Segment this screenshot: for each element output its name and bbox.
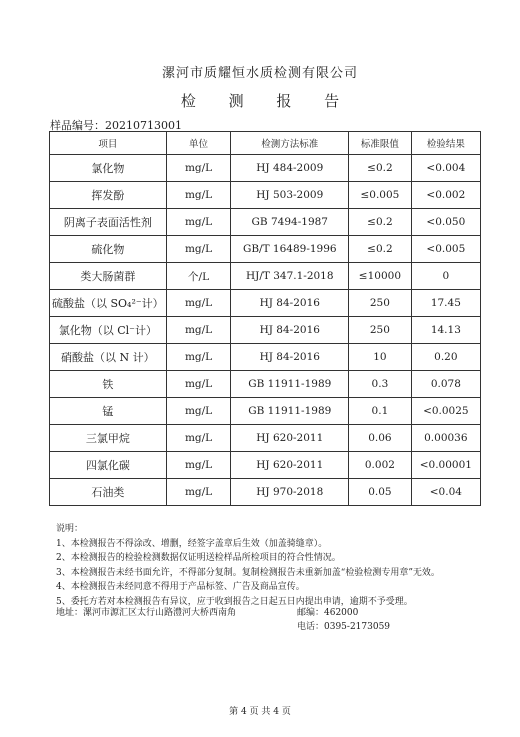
cell-unit: mg/L — [166, 209, 231, 236]
cell-limit: 0.002 — [349, 452, 412, 479]
cell-unit: 个/L — [166, 263, 231, 290]
note-line: 3、本检测报告未经书面允许，不得部分复制。复制检测报告未重新加盖“检验检测专用章”无效。 — [56, 567, 440, 578]
table-header-row — [50, 132, 481, 155]
cell-method: HJ 84-2016 — [231, 344, 349, 371]
cell-unit: mg/L — [166, 371, 231, 398]
cell-method: GB/T 16489-1996 — [231, 236, 349, 263]
cell-result: <0.005 — [411, 236, 480, 263]
table-row — [50, 317, 481, 344]
sample-number: 样品编号：20210713001 — [50, 119, 182, 132]
cell-unit: mg/L — [166, 236, 231, 263]
note-line: 5、委托方若对本检测报告有异议，应于收到报告之日起五日内提出申请，逾期不予受理。 — [56, 596, 413, 607]
cell-item: 氯化物 — [50, 155, 167, 182]
cell-limit: 0.06 — [349, 425, 412, 452]
cell-unit: mg/L — [166, 290, 231, 317]
table-row — [50, 344, 481, 371]
postcode: 邮编：462000 — [297, 608, 359, 618]
cell-result: <0.00001 — [411, 452, 480, 479]
cell-unit: mg/L — [166, 317, 231, 344]
cell-limit: ≤0.2 — [349, 209, 412, 236]
cell-limit: 0.1 — [349, 398, 412, 425]
table-row — [50, 236, 481, 263]
cell-method: HJ 484-2009 — [231, 155, 349, 182]
cell-method: HJ 503-2009 — [231, 182, 349, 209]
table-row — [50, 290, 481, 317]
cell-method: HJ 620-2011 — [231, 452, 349, 479]
cell-unit: mg/L — [166, 155, 231, 182]
cell-method: GB 11911-1989 — [231, 398, 349, 425]
table-row — [50, 209, 481, 236]
cell-item: 类大肠菌群 — [50, 263, 167, 290]
cell-method: GB 7494-1987 — [231, 209, 349, 236]
table-row — [50, 479, 481, 506]
cell-unit: mg/L — [166, 344, 231, 371]
cell-unit: mg/L — [166, 182, 231, 209]
cell-limit: 250 — [349, 290, 412, 317]
table-row — [50, 452, 481, 479]
cell-item: 硝酸盐（以 N 计） — [50, 344, 167, 371]
cell-item: 挥发酚 — [50, 182, 167, 209]
cell-limit: ≤10000 — [349, 263, 412, 290]
column-header-method: 检测方法标准 — [231, 132, 349, 155]
results-table — [49, 131, 481, 506]
cell-result: 0 — [411, 263, 480, 290]
note-line: 2、本检测报告的检验检测数据仅证明送检样品所检项目的符合性情况。 — [56, 553, 341, 564]
cell-method: GB 11911-1989 — [231, 371, 349, 398]
notes-section — [56, 522, 496, 610]
table-row — [50, 155, 481, 182]
cell-limit: 0.3 — [349, 371, 412, 398]
cell-result: <0.004 — [411, 155, 480, 182]
column-header-result: 检验结果 — [411, 132, 480, 155]
cell-item: 硫化物 — [50, 236, 167, 263]
table-row — [50, 182, 481, 209]
cell-unit: mg/L — [166, 398, 231, 425]
cell-item: 锰 — [50, 398, 167, 425]
note-line: 4、本检测报告未经同意不得用于产品标签、广告及商品宣传。 — [56, 582, 305, 593]
cell-limit: ≤0.2 — [349, 236, 412, 263]
cell-unit: mg/L — [166, 479, 231, 506]
note-line: 1、本检测报告不得涂改、增删，经签字盖章后生效（加盖骑缝章）。 — [56, 538, 328, 549]
cell-limit: 250 — [349, 317, 412, 344]
report-title: 检 测 报 告 — [180, 92, 354, 110]
address: 地址：漯河市源汇区太行山路澧河大桥西南角 — [56, 608, 237, 618]
cell-result: 0.20 — [411, 344, 480, 371]
cell-item: 石油类 — [50, 479, 167, 506]
cell-result: 0.00036 — [411, 425, 480, 452]
cell-method: HJ 970-2018 — [231, 479, 349, 506]
cell-result: 14.13 — [411, 317, 480, 344]
cell-result: <0.0025 — [411, 398, 480, 425]
cell-result: 17.45 — [411, 290, 480, 317]
cell-limit: 0.05 — [349, 479, 412, 506]
page-number: 第 4 页 共 4 页 — [229, 707, 291, 717]
column-header-item: 项目 — [50, 132, 167, 155]
cell-item: 三氯甲烷 — [50, 425, 167, 452]
cell-item: 氯化物（以 Cl⁻计） — [50, 317, 167, 344]
table-row — [50, 425, 481, 452]
column-header-unit: 单位 — [166, 132, 231, 155]
phone: 电话：0395-2173059 — [297, 622, 391, 632]
cell-result: <0.04 — [411, 479, 480, 506]
cell-item: 四氯化碳 — [50, 452, 167, 479]
column-header-limit: 标准限值 — [349, 132, 412, 155]
table-row — [50, 371, 481, 398]
table-row — [50, 263, 481, 290]
cell-item: 硫酸盐（以 SO₄²⁻计） — [50, 290, 167, 317]
cell-method: HJ/T 347.1-2018 — [231, 263, 349, 290]
cell-result: <0.050 — [411, 209, 480, 236]
cell-result: 0.078 — [411, 371, 480, 398]
cell-unit: mg/L — [166, 452, 231, 479]
cell-method: HJ 84-2016 — [231, 317, 349, 344]
cell-unit: mg/L — [166, 425, 231, 452]
table-row — [50, 398, 481, 425]
cell-method: HJ 84-2016 — [231, 290, 349, 317]
cell-result: <0.002 — [411, 182, 480, 209]
cell-item: 阴离子表面活性剂 — [50, 209, 167, 236]
notes-heading: 说明： — [56, 524, 84, 534]
cell-limit: 10 — [349, 344, 412, 371]
cell-item: 铁 — [50, 371, 167, 398]
cell-limit: ≤0.005 — [349, 182, 412, 209]
cell-limit: ≤0.2 — [349, 155, 412, 182]
cell-method: HJ 620-2011 — [231, 425, 349, 452]
company-name: 漯河市质耀恒水质检测有限公司 — [161, 66, 358, 81]
